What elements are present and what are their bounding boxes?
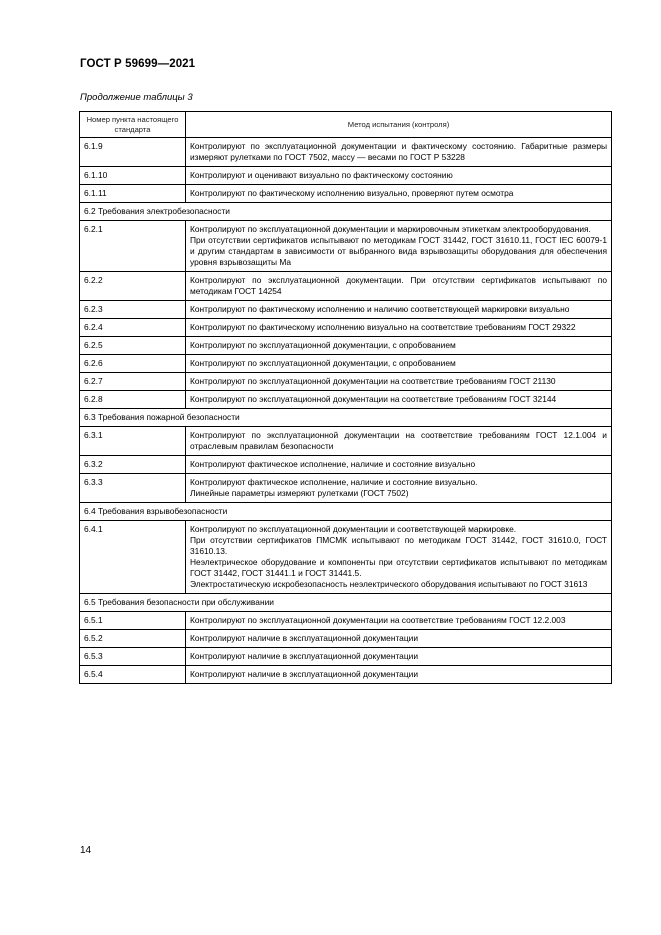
table-row (80, 272, 612, 301)
method-text: Контролируют по фактическому исполнению визуально, проверяют путем осмотра (186, 185, 612, 203)
section-row (80, 203, 612, 221)
method-text (186, 474, 612, 503)
clause-number: 6.3.3 (80, 474, 186, 503)
method-paragraph: Электростатическую искробезопасность неэлектрического оборудования испытывают по ГОСТ 31613 (190, 579, 588, 589)
column-header-clause-number: Номер пункта настоящего стандарта (80, 112, 186, 138)
table-row (80, 391, 612, 409)
table-header-row (80, 112, 612, 138)
clause-number: 6.1.11 (80, 185, 186, 203)
method-text: Контролируют наличие в эксплуатационной документации (186, 630, 612, 648)
table-row (80, 474, 612, 503)
method-paragraph: Неэлектрическое оборудование и компоненты при отсутствии сертификатов испытывают по методикам ГОСТ 31442, ГОСТ 31441.1 и ГОСТ 31441.5. (190, 557, 607, 578)
clause-number: 6.2.6 (80, 355, 186, 373)
table-row (80, 630, 612, 648)
table-caption: Продолжение таблицы 3 (80, 92, 193, 103)
clause-number: 6.5.3 (80, 648, 186, 666)
method-text: Контролируют по эксплуатационной документации на соответствие требованиям ГОСТ 12.1.004 и отраслевым правилам безопасности (186, 427, 612, 456)
table-row (80, 301, 612, 319)
clause-number: 6.2.2 (80, 272, 186, 301)
section-row (80, 594, 612, 612)
method-paragraph: Контролируют фактическое исполнение, наличие и состояние визуально. (190, 477, 478, 487)
method-paragraph: Линейные параметры измеряют рулетками (ГОСТ 7502) (190, 488, 409, 498)
method-text: Контролируют по фактическому исполнению визуально на соответствие требованиям ГОСТ 29322 (186, 319, 612, 337)
method-text (186, 221, 612, 272)
section-title: 6.2 Требования электробезопасности (80, 203, 612, 221)
method-paragraph: При отсутствии сертификатов ПМСМК испытывают по методикам ГОСТ 31442, ГОСТ 31610.0, ГОСТ 31610.13. (190, 535, 607, 556)
table-row (80, 612, 612, 630)
table-row (80, 319, 612, 337)
method-text (186, 521, 612, 594)
method-text: Контролируют по фактическому исполнению и наличию соответствующей маркировки визуально (186, 301, 612, 319)
section-title: 6.4 Требования взрывобезопасности (80, 503, 612, 521)
table-row (80, 456, 612, 474)
clause-number: 6.2.7 (80, 373, 186, 391)
method-paragraph: Контролируют по эксплуатационной документации и соответствующей маркировке. (190, 524, 517, 534)
clause-number: 6.5.4 (80, 666, 186, 684)
test-methods-table (79, 111, 612, 684)
table-row (80, 355, 612, 373)
method-text: Контролируют наличие в эксплуатационной документации (186, 648, 612, 666)
method-paragraph: Контролируют по эксплуатационной документации и маркировочным этикеткам электрооборудования. (190, 224, 591, 234)
clause-number: 6.1.9 (80, 138, 186, 167)
table-row (80, 337, 612, 355)
clause-number: 6.2.3 (80, 301, 186, 319)
clause-number: 6.2.4 (80, 319, 186, 337)
method-text: Контролируют фактическое исполнение, наличие и состояние визуально (186, 456, 612, 474)
clause-number: 6.3.2 (80, 456, 186, 474)
table-row (80, 666, 612, 684)
method-text: Контролируют по эксплуатационной документации и фактическому состоянию. Габаритные размеры измеряют рулетками по ГОСТ 7502, массу — весами по ГОСТ Р 53228 (186, 138, 612, 167)
table-row (80, 521, 612, 594)
table-row (80, 221, 612, 272)
section-row (80, 409, 612, 427)
method-text: Контролируют по эксплуатационной документации, с опробованием (186, 355, 612, 373)
clause-number: 6.5.1 (80, 612, 186, 630)
clause-number: 6.5.2 (80, 630, 186, 648)
table-row (80, 185, 612, 203)
table-row (80, 138, 612, 167)
method-text: Контролируют наличие в эксплуатационной документации (186, 666, 612, 684)
clause-number: 6.1.10 (80, 167, 186, 185)
method-text: Контролируют по эксплуатационной документации, с опробованием (186, 337, 612, 355)
method-paragraph: При отсутствии сертификатов испытывают по методикам ГОСТ 31442, ГОСТ 31610.11, ГОСТ IEC 60079-1 и другим стандартам в зависимости от выбранного вида взрывозащиты оборудования для обеспечения уровня взрывозащиты Ma (190, 235, 607, 267)
method-text: Контролируют по эксплуатационной документации на соответствие требованиям ГОСТ 32144 (186, 391, 612, 409)
table-row (80, 427, 612, 456)
section-row (80, 503, 612, 521)
table-row (80, 167, 612, 185)
method-text: Контролируют по эксплуатационной документации на соответствие требованиям ГОСТ 21130 (186, 373, 612, 391)
clause-number: 6.4.1 (80, 521, 186, 594)
page-number: 14 (80, 845, 92, 856)
clause-number: 6.3.1 (80, 427, 186, 456)
method-text: Контролируют по эксплуатационной документации. При отсутствии сертификатов испытывают по методикам ГОСТ 14254 (186, 272, 612, 301)
clause-number: 6.2.8 (80, 391, 186, 409)
table-row (80, 373, 612, 391)
method-text: Контролируют по эксплуатационной документации на соответствие требованиям ГОСТ 12.2.003 (186, 612, 612, 630)
clause-number: 6.2.5 (80, 337, 186, 355)
document-code: ГОСТ Р 59699—2021 (80, 58, 196, 70)
section-title: 6.5 Требования безопасности при обслуживании (80, 594, 612, 612)
section-title: 6.3 Требования пожарной безопасности (80, 409, 612, 427)
table-row (80, 648, 612, 666)
column-header-test-method: Метод испытания (контроля) (186, 112, 612, 138)
clause-number: 6.2.1 (80, 221, 186, 272)
method-text: Контролируют и оценивают визуально по фактическому состоянию (186, 167, 612, 185)
